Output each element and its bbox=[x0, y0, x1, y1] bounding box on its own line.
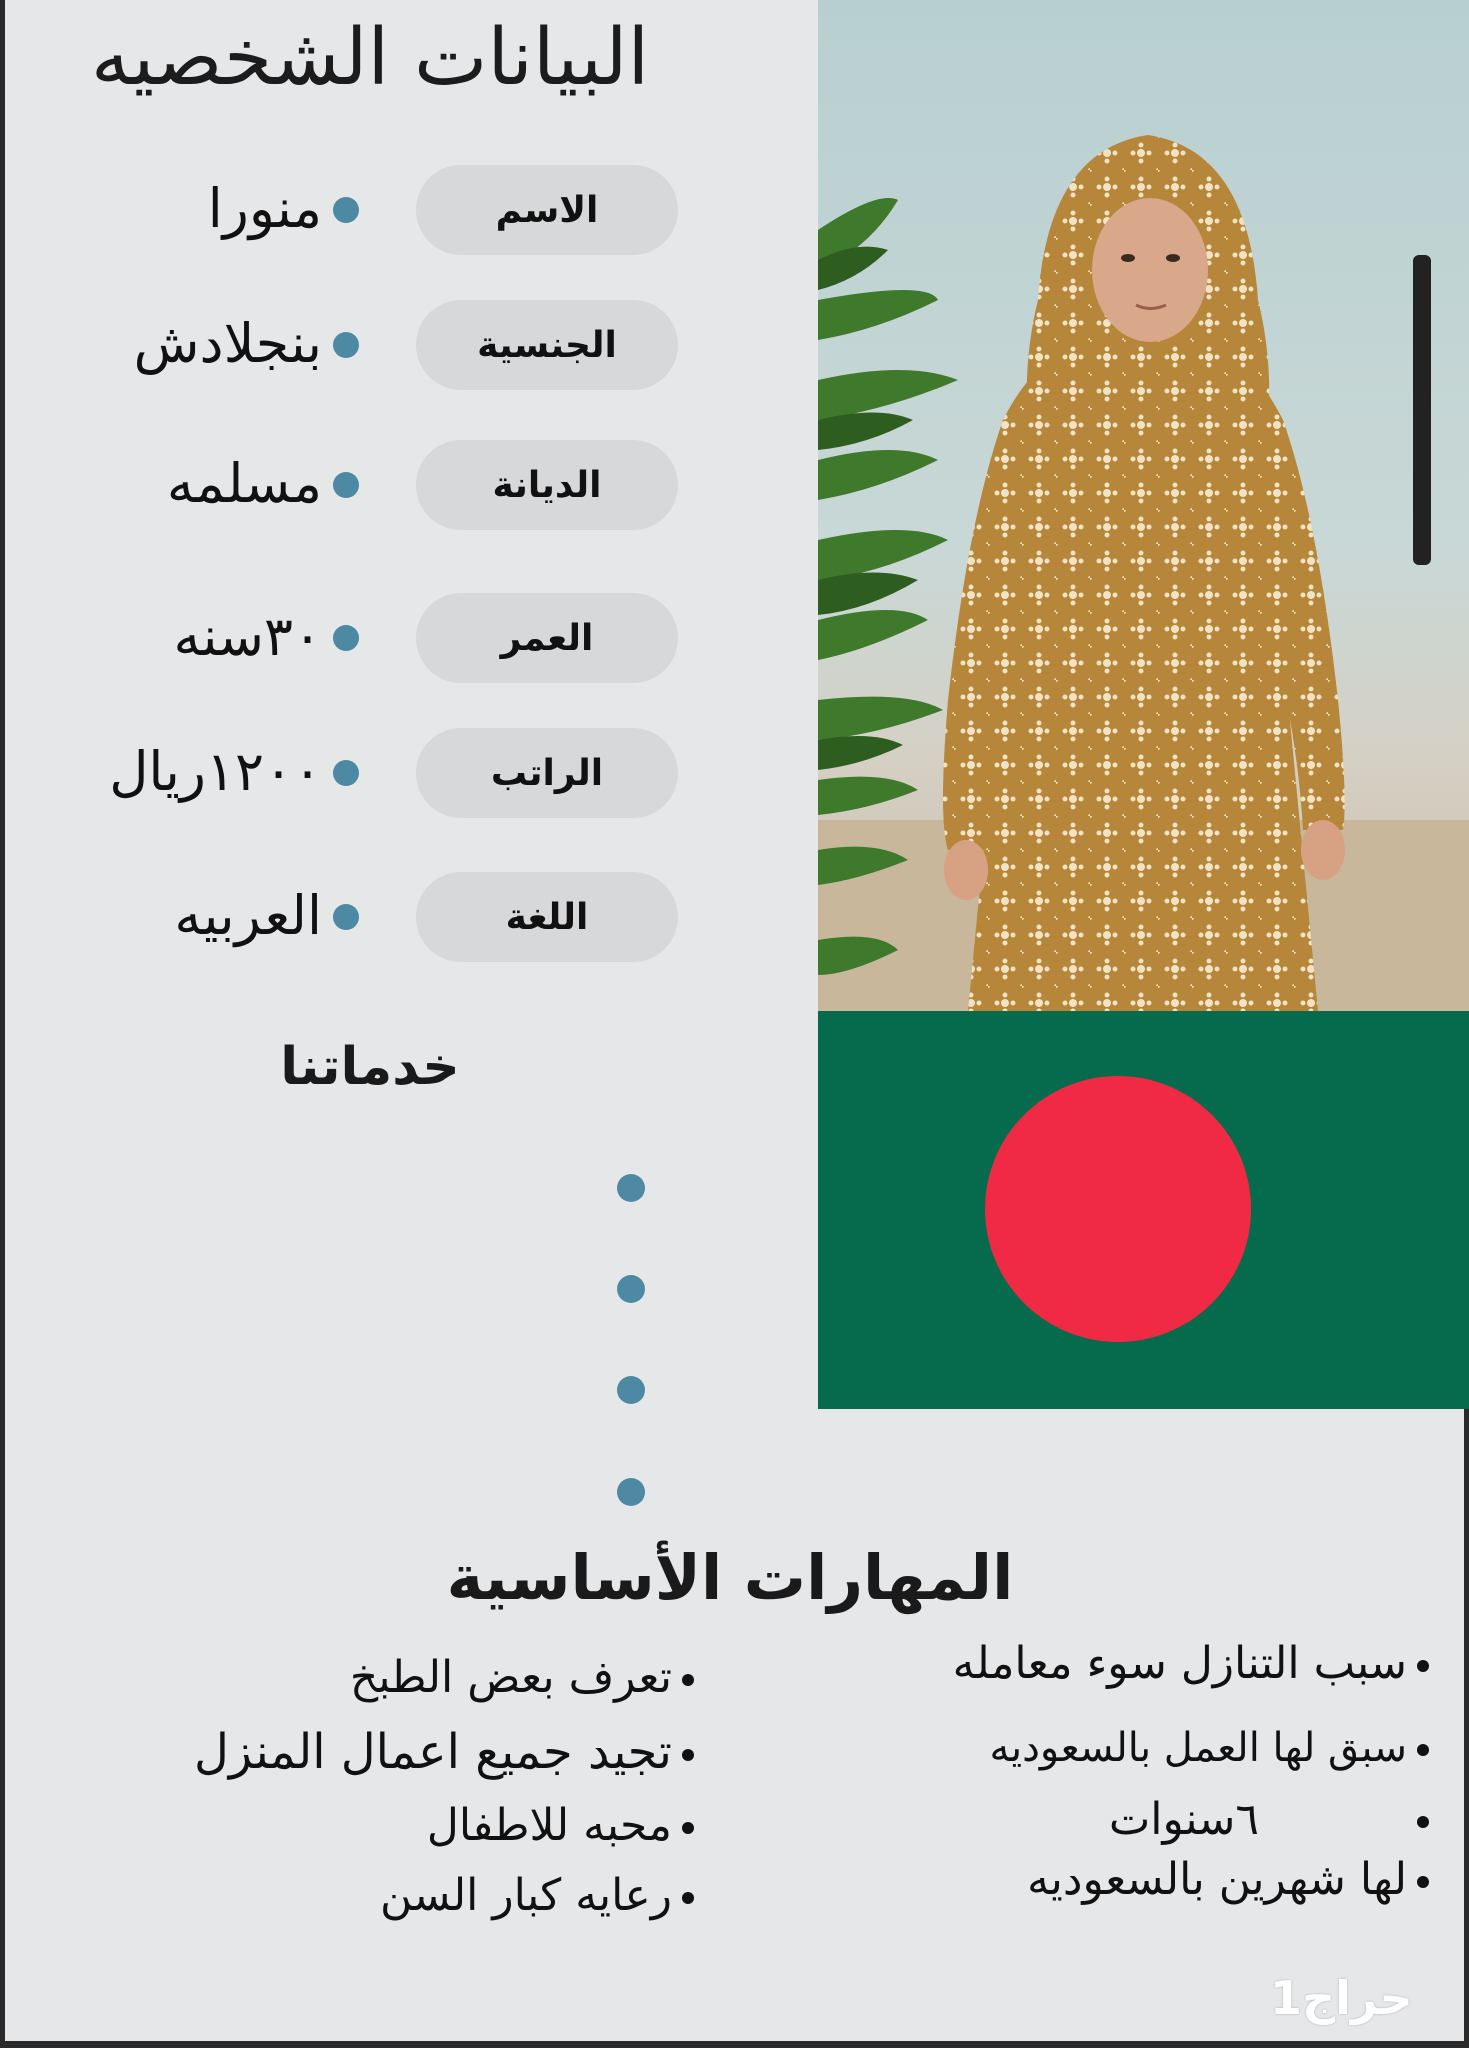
bullet-dot bbox=[1417, 1816, 1429, 1828]
skill-item: سبق لها العمل بالسعوديه bbox=[990, 1718, 1429, 1778]
bullet-dot bbox=[333, 197, 359, 223]
religion-value: مسلمه bbox=[166, 452, 322, 515]
bullet-dot bbox=[617, 1275, 645, 1303]
bangladesh-flag bbox=[818, 1011, 1469, 1409]
bullet-dot bbox=[333, 760, 359, 786]
age-label: العمر bbox=[416, 593, 678, 683]
skill-item: محبه للاطفال bbox=[427, 1796, 694, 1856]
salary-label: الراتب bbox=[416, 728, 678, 818]
bullet-dot bbox=[682, 1749, 694, 1761]
info-row-age bbox=[0, 593, 820, 683]
nationality-label: الجنسية bbox=[416, 300, 678, 390]
page-title: البيانات الشخصيه bbox=[90, 13, 650, 103]
info-row-salary bbox=[0, 728, 820, 818]
salary-value: ١٢٠٠ريال bbox=[109, 740, 322, 803]
haraj-watermark: حراج1 bbox=[1270, 1971, 1413, 2025]
worker-photo-illustration bbox=[818, 0, 1469, 1011]
service-item bbox=[0, 1156, 660, 1216]
skill-item: لها شهرين بالسعوديه bbox=[1027, 1850, 1429, 1910]
bullet-dot bbox=[1417, 1744, 1429, 1756]
info-row-language bbox=[0, 872, 820, 962]
info-row-nationality bbox=[0, 300, 820, 390]
skill-item: تعرف بعض الطبخ bbox=[350, 1648, 694, 1708]
services-title: خدماتنا bbox=[280, 1037, 460, 1097]
name-value: منورا bbox=[207, 177, 322, 240]
nationality-value: بنجلادش bbox=[133, 312, 322, 375]
worker-photo bbox=[818, 0, 1469, 1011]
bullet-dot bbox=[1417, 1660, 1429, 1672]
religion-label: الديانة bbox=[416, 440, 678, 530]
bullet-dot bbox=[682, 1674, 694, 1686]
age-value: ٣٠سنه bbox=[173, 605, 322, 668]
language-value: العربيه bbox=[174, 884, 322, 947]
skill-item: رعايه كبار السن bbox=[380, 1866, 694, 1926]
info-row-religion bbox=[0, 440, 820, 530]
skills-title: المهارات الأساسية bbox=[446, 1541, 1014, 1614]
bullet-dot bbox=[617, 1376, 645, 1404]
bullet-dot bbox=[1417, 1876, 1429, 1888]
bullet-dot bbox=[333, 904, 359, 930]
bullet-dot bbox=[333, 625, 359, 651]
bullet-dot bbox=[617, 1478, 645, 1506]
skill-item: تجيد جميع اعمال المنزل bbox=[194, 1722, 694, 1782]
frame-bottom-border bbox=[0, 2041, 1469, 2048]
bullet-dot bbox=[682, 1822, 694, 1834]
service-item bbox=[0, 1460, 660, 1520]
name-label: الاسم bbox=[416, 165, 678, 255]
info-row-name bbox=[0, 165, 820, 255]
bullet-dot bbox=[617, 1174, 645, 1202]
service-item bbox=[0, 1257, 660, 1317]
flag-graphic bbox=[818, 1011, 1469, 1409]
service-item bbox=[0, 1358, 660, 1418]
bullet-dot bbox=[333, 332, 359, 358]
bullet-dot bbox=[333, 472, 359, 498]
skill-item: سبب التنازل سوء معامله bbox=[953, 1634, 1429, 1694]
language-label: اللغة bbox=[416, 872, 678, 962]
bullet-dot bbox=[682, 1892, 694, 1904]
skill-item: ٦سنوات bbox=[1109, 1790, 1429, 1850]
